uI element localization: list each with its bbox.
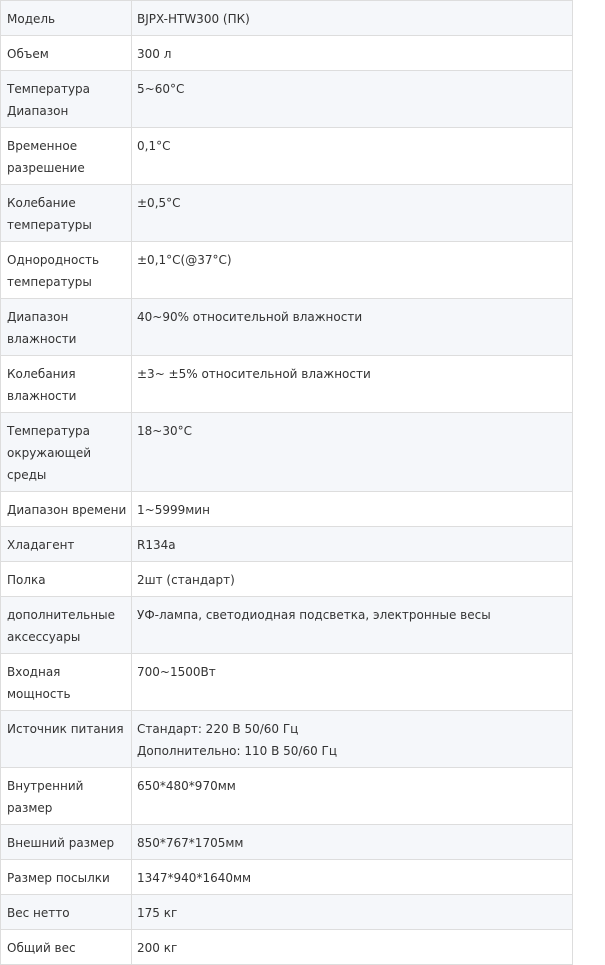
table-row (1, 895, 573, 930)
spec-label-temperature-range: Температура Диапазон (1, 71, 132, 128)
table-row (1, 597, 573, 654)
spec-label-inner-size: Внутренний размер (1, 768, 132, 825)
spec-label-package-size: Размер посылки (1, 860, 132, 895)
table-row (1, 128, 573, 185)
table-row (1, 71, 573, 128)
spec-value-humidity-range: 40~90% относительной влажности (132, 299, 573, 356)
table-row (1, 562, 573, 597)
spec-value-ambient-temperature: 18~30°C (132, 413, 573, 492)
table-row (1, 36, 573, 71)
table-row (1, 711, 573, 768)
spec-label-refrigerant: Хладагент (1, 527, 132, 562)
spec-label-temperature-uniformity: Однородность температуры (1, 242, 132, 299)
table-row (1, 492, 573, 527)
spec-value-input-power: 700~1500Вт (132, 654, 573, 711)
power-supply-standard: Стандарт: 220 В 50/60 Гц (137, 722, 299, 736)
spec-label-model: Модель (1, 1, 132, 36)
spec-value-outer-size: 850*767*1705мм (132, 825, 573, 860)
spec-value-net-weight: 175 кг (132, 895, 573, 930)
spec-label-temperature-fluctuation: Колебание температуры (1, 185, 132, 242)
spec-label-shelf: Полка (1, 562, 132, 597)
spec-table-body (1, 1, 573, 965)
spec-label-time-range: Диапазон времени (1, 492, 132, 527)
table-row (1, 825, 573, 860)
spec-label-outer-size: Внешний размер (1, 825, 132, 860)
spec-value-accessories: УФ-лампа, светодиодная подсветка, электронные весы (132, 597, 573, 654)
table-row (1, 768, 573, 825)
spec-label-ambient-temperature: Температура окружающей среды (1, 413, 132, 492)
spec-value-gross-weight: 200 кг (132, 930, 573, 965)
spec-value-volume: 300 л (132, 36, 573, 71)
spec-value-inner-size: 650*480*970мм (132, 768, 573, 825)
spec-label-input-power: Входная мощность (1, 654, 132, 711)
table-row (1, 413, 573, 492)
spec-value-model: BJPX-HTW300 (ПК) (132, 1, 573, 36)
table-row (1, 930, 573, 965)
table-row (1, 242, 573, 299)
spec-label-net-weight: Вес нетто (1, 895, 132, 930)
table-row (1, 860, 573, 895)
spec-label-resolution: Временное разрешение (1, 128, 132, 185)
spec-value-power-supply (132, 711, 573, 768)
spec-value-resolution: 0,1°C (132, 128, 573, 185)
spec-value-temperature-fluctuation: ±0,5°C (132, 185, 573, 242)
power-supply-optional: Дополнительно: 110 В 50/60 Гц (137, 744, 338, 758)
table-row (1, 1, 573, 36)
spec-value-shelf: 2шт (стандарт) (132, 562, 573, 597)
table-row (1, 527, 573, 562)
spec-value-temperature-range: 5~60°C (132, 71, 573, 128)
spec-label-humidity-range: Диапазон влажности (1, 299, 132, 356)
table-row (1, 299, 573, 356)
spec-value-temperature-uniformity: ±0,1°C(@37°C) (132, 242, 573, 299)
spec-value-package-size: 1347*940*1640мм (132, 860, 573, 895)
spec-label-volume: Объем (1, 36, 132, 71)
spec-label-power-supply: Источник питания (1, 711, 132, 768)
spec-value-time-range: 1~5999мин (132, 492, 573, 527)
spec-label-gross-weight: Общий вес (1, 930, 132, 965)
spec-label-humidity-fluctuation: Колебания влажности (1, 356, 132, 413)
table-row (1, 356, 573, 413)
spec-label-accessories: дополнительные аксессуары (1, 597, 132, 654)
spec-value-refrigerant: R134a (132, 527, 573, 562)
spec-value-humidity-fluctuation: ±3~ ±5% относительной влажности (132, 356, 573, 413)
table-row (1, 654, 573, 711)
table-row (1, 185, 573, 242)
